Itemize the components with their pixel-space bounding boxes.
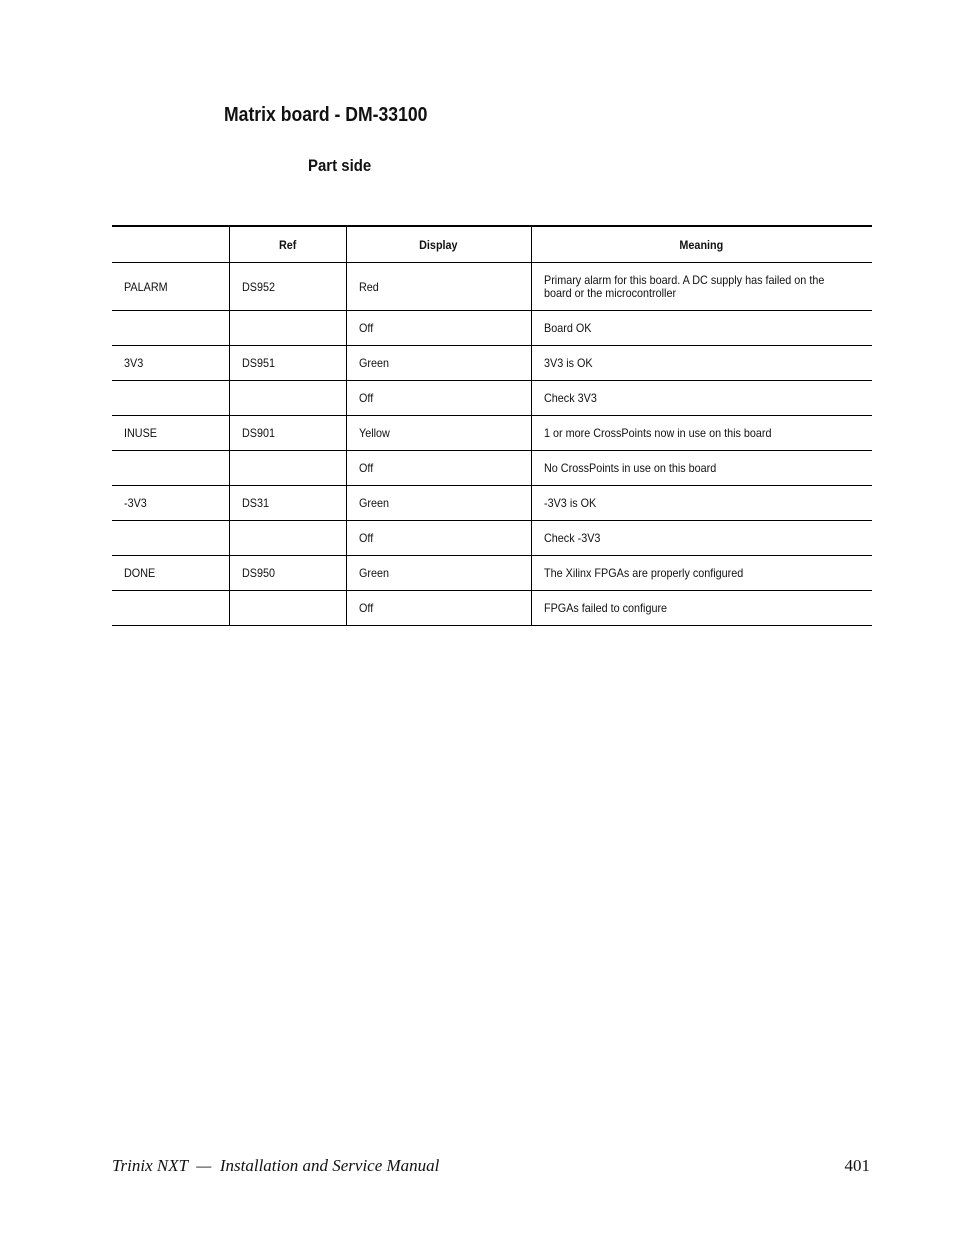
cell-ref [229, 451, 346, 486]
table-row [112, 346, 872, 381]
cell-ref: DS952 [229, 263, 346, 311]
cell-display: Off [346, 451, 531, 486]
table-row [112, 486, 872, 521]
cell-ref [229, 591, 346, 626]
cell-signal [112, 521, 229, 556]
cell-ref: DS901 [229, 416, 346, 451]
table-row [112, 591, 872, 626]
table-row [112, 416, 872, 451]
cell-signal: PALARM [112, 263, 229, 311]
cell-signal: 3V3 [112, 346, 229, 381]
led-status-table [112, 225, 872, 626]
table-row [112, 311, 872, 346]
cell-display: Off [346, 381, 531, 416]
cell-ref: DS950 [229, 556, 346, 591]
header-cell-ref: Ref [229, 226, 346, 263]
cell-signal [112, 451, 229, 486]
cell-ref [229, 311, 346, 346]
cell-meaning: Board OK [531, 311, 872, 346]
cell-meaning: -3V3 is OK [531, 486, 872, 521]
cell-ref: DS951 [229, 346, 346, 381]
cell-display: Green [346, 346, 531, 381]
cell-meaning: No CrossPoints in use on this board [531, 451, 872, 486]
section-title: Matrix board - DM-33100 [224, 104, 428, 126]
cell-signal: INUSE [112, 416, 229, 451]
cell-meaning: FPGAs failed to configure [531, 591, 872, 626]
section-subtitle: Part side [308, 156, 372, 175]
cell-display: Green [346, 556, 531, 591]
footer-manual-title: Trinix NXT — Installation and Service Manual [112, 1156, 440, 1175]
cell-ref [229, 381, 346, 416]
header-cell-display: Display [346, 226, 531, 263]
table-header-row [112, 226, 872, 263]
table-row [112, 263, 872, 311]
table-row [112, 381, 872, 416]
table-row [112, 451, 872, 486]
page-number: 401 [844, 1156, 870, 1175]
cell-signal: -3V3 [112, 486, 229, 521]
table-row [112, 521, 872, 556]
cell-display: Yellow [346, 416, 531, 451]
cell-display: Off [346, 591, 531, 626]
cell-meaning: The Xilinx FPGAs are properly configured [531, 556, 872, 591]
cell-ref [229, 521, 346, 556]
cell-meaning: Check -3V3 [531, 521, 872, 556]
cell-ref: DS31 [229, 486, 346, 521]
cell-display: Green [346, 486, 531, 521]
cell-signal [112, 591, 229, 626]
cell-display: Off [346, 311, 531, 346]
cell-meaning: Check 3V3 [531, 381, 872, 416]
cell-meaning: 1 or more CrossPoints now in use on this board [531, 416, 872, 451]
cell-meaning: Primary alarm for this board. A DC supply has failed on the board or the microcontroller [531, 263, 872, 311]
cell-display: Red [346, 263, 531, 311]
cell-display: Off [346, 521, 531, 556]
table-row [112, 556, 872, 591]
header-cell-meaning: Meaning [531, 226, 872, 263]
cell-signal [112, 311, 229, 346]
cell-signal: DONE [112, 556, 229, 591]
cell-meaning: 3V3 is OK [531, 346, 872, 381]
cell-signal [112, 381, 229, 416]
header-cell-name [112, 226, 229, 263]
